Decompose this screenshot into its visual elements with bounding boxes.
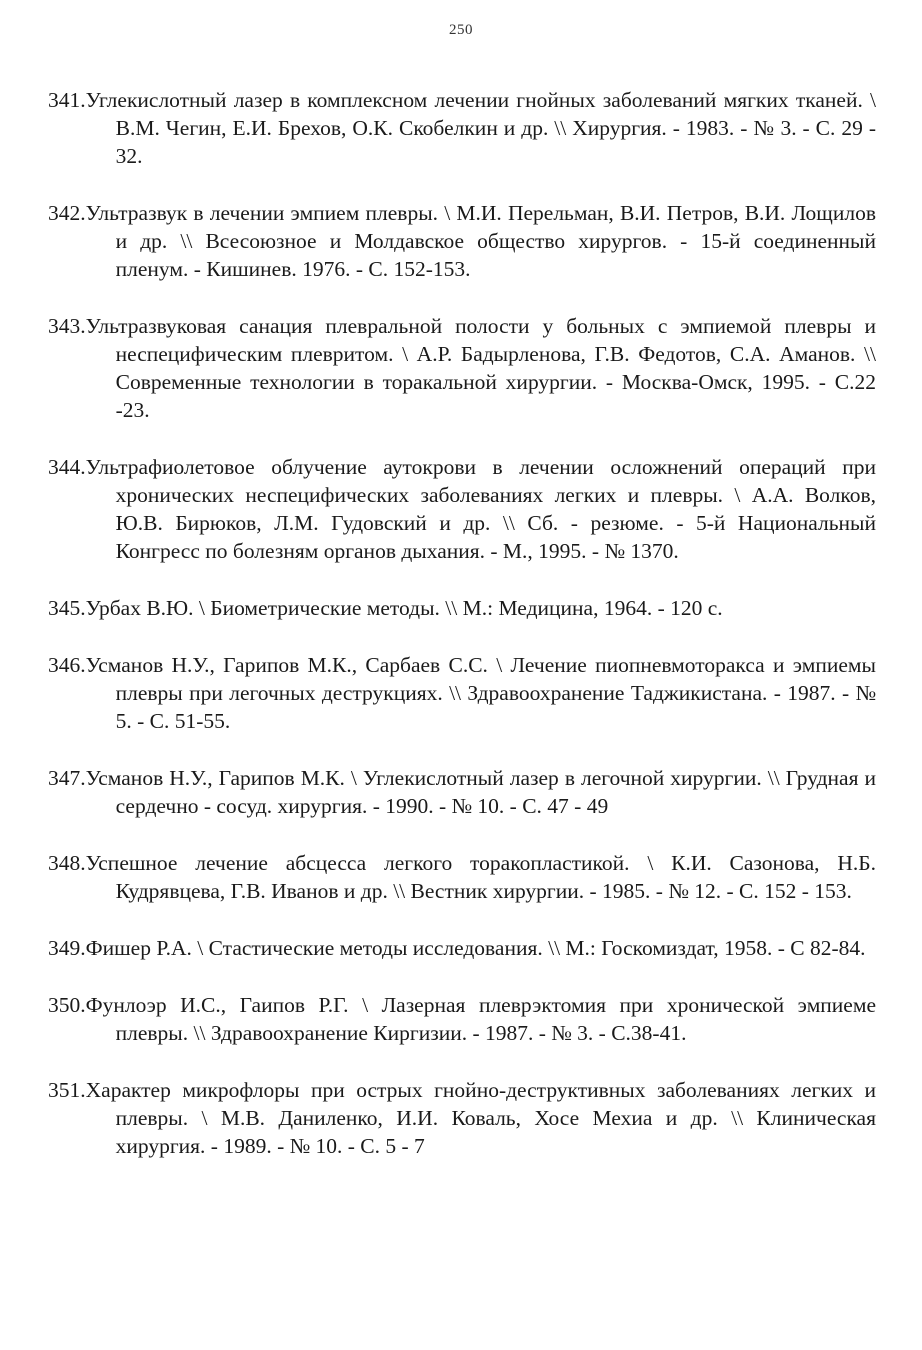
reference-text: Успешное лечение абсцесса легкого торакопластикой. \ К.И. Сазонова, Н.Б. Кудрявцева, Г.В. Иванов и др. \\ Вестник хирургии. - 1985. - № 12. - С. 152 - 153. [85,851,876,903]
reference-text: Усманов Н.У., Гарипов М.К., Сарбаев С.С. \ Лечение пиопневмоторакса и эмпиемы плевры при легочных деструкциях. \\ Здравоохранение Таджикистана. - 1987. - № 5. - С. 51-55. [85,653,876,733]
reference-item: 347 . Усманов Н.У., Гарипов М.К. \ Углекислотный лазер в легочной хирургии. \\ Грудная и сердечно - сосуд. хирургия. - 1990. - № 10. - С. 47 - 49 [48,766,876,818]
reference-item: 343 . Ультразвуковая санация плевральной полости у больных с эмпиемой плевры и неспецифическим плевритом. \ А.Р. Бадырленова, Г.В. Федотов, С.А. Аманов. \\ Современные технологии в торакальной хирургии. - Москва-Омск, 1995. - С.22 -23. [48,314,876,422]
reference-text: Ультразвуковая санация плевральной полости у больных с эмпиемой плевры и неспецифическим плевритом. \ А.Р. Бадырленова, Г.В. Федотов, С.А. Аманов. \\ Современные технологии в торакальной хирургии. - Москва-Омск, 1995. - С.22 -23. [85,314,876,422]
reference-number: 350 [48,993,81,1017]
reference-item: 351 . Характер микрофлоры при острых гнойно-деструктивных заболеваниях легких и плевры. \ М.В. Даниленко, И.И. Коваль, Хосе Мехиа и др. \\ Клиническая хирургия. - 1989. - № 10. - С. 5 - 7 [48,1078,876,1158]
reference-number: 347 [48,766,81,790]
reference-number: 344 [48,455,81,479]
reference-number: 345 [48,596,81,620]
page-number: 250 [449,22,473,38]
reference-text: Углекислотный лазер в комплексном лечении гнойных заболеваний мягких тканей. \ В.М. Чегин, Е.И. Брехов, О.К. Скобелкин и др. \\ Хирургия. - 1983. - № 3. - С. 29 - 32. [85,88,876,168]
reference-number: 341 [48,88,81,112]
reference-item: 342 . Ультразвук в лечении эмпием плевры. \ М.И. Перельман, В.И. Петров, В.И. Лощилов и др. \\ Всесоюзное и Молдавское общество хирургов. - 15-й соединенный пленум. - Кишинев. 1976. - С. 152-153. [48,201,876,281]
reference-item: 346 . Усманов Н.У., Гарипов М.К., Сарбаев С.С. \ Лечение пиопневмоторакса и эмпиемы плевры при легочных деструкциях. \\ Здравоохранение Таджикистана. - 1987. - № 5. - С. 51-55. [48,653,876,733]
reference-text: Ультрафиолетовое облучение аутокрови в лечении осложнений операций при хронических неспецифических заболеваниях легких и плевры. \ А.А. Волков, Ю.В. Бирюков, Л.М. Гудовский и др. \\ Сб. - резюме. - 5-й Национальный Конгресс по болезням органов дыхания. - М., 1995. - № 1370. [85,455,876,563]
reference-number: 346 [48,653,81,677]
reference-item: 350 . Фунлоэр И.С., Гаипов Р.Г. \ Лазерная плеврэктомия при хронической эмпиеме плевры. \\ Здравоохранение Киргизии. - 1987. - № 3. - С.38-41. [48,993,876,1045]
reference-number: 349 [48,936,81,960]
reference-item: 348 . Успешное лечение абсцесса легкого торакопластикой. \ К.И. Сазонова, Н.Б. Кудрявцева, Г.В. Иванов и др. \\ Вестник хирургии. - 1985. - № 12. - С. 152 - 153. [48,851,876,903]
reference-item: 344 . Ультрафиолетовое облучение аутокрови в лечении осложнений операций при хронических неспецифических заболеваниях легких и плевры. \ А.А. Волков, Ю.В. Бирюков, Л.М. Гудовский и др. \\ Сб. - резюме. - 5-й Национальный Конгресс по болезням органов дыхания. - М., 1995. - № 1370. [48,455,876,563]
reference-number: 348 [48,851,81,875]
reference-text: Урбах В.Ю. \ Биометрические методы. \\ М.: Медицина, 1964. - 120 с. [85,596,723,620]
reference-text: Фишер Р.А. \ Стастические методы исследования. \\ М.: Госкомиздат, 1958. - С 82-84. [85,936,866,960]
reference-text: Характер микрофлоры при острых гнойно-деструктивных заболеваниях легких и плевры. \ М.В. Даниленко, И.И. Коваль, Хосе Мехиа и др. \\ Клиническая хирургия. - 1989. - № 10. - С. 5 - 7 [85,1078,876,1158]
reference-number: 342 [48,201,81,225]
reference-text: Фунлоэр И.С., Гаипов Р.Г. \ Лазерная плеврэктомия при хронической эмпиеме плевры. \\ Здравоохранение Киргизии. - 1987. - № 3. - С.38-41. [85,993,876,1045]
reference-item: 349 . Фишер Р.А. \ Стастические методы исследования. \\ М.: Госкомиздат, 1958. - С 82-84. [48,934,876,962]
reference-text: Усманов Н.У., Гарипов М.К. \ Углекислотный лазер в легочной хирургии. \\ Грудная и сердечно - сосуд. хирургия. - 1990. - № 10. - С. 47 - 49 [85,766,876,818]
reference-list [48,86,876,1189]
reference-number: 343 [48,314,81,338]
reference-number: 351 [48,1078,81,1102]
reference-item: 341 . Углекислотный лазер в комплексном лечении гнойных заболеваний мягких тканей. \ В.М. Чегин, Е.И. Брехов, О.К. Скобелкин и др. \\ Хирургия. - 1983. - № 3. - С. 29 - 32. [48,88,876,168]
reference-item: 345 . Урбах В.Ю. \ Биометрические методы. \\ М.: Медицина, 1964. - 120 с. [48,594,876,622]
reference-text: Ультразвук в лечении эмпием плевры. \ М.И. Перельман, В.И. Петров, В.И. Лощилов и др. \\ Всесоюзное и Молдавское общество хирургов. - 15-й соединенный пленум. - Кишинев. 1976. - С. 152-153. [85,201,876,281]
